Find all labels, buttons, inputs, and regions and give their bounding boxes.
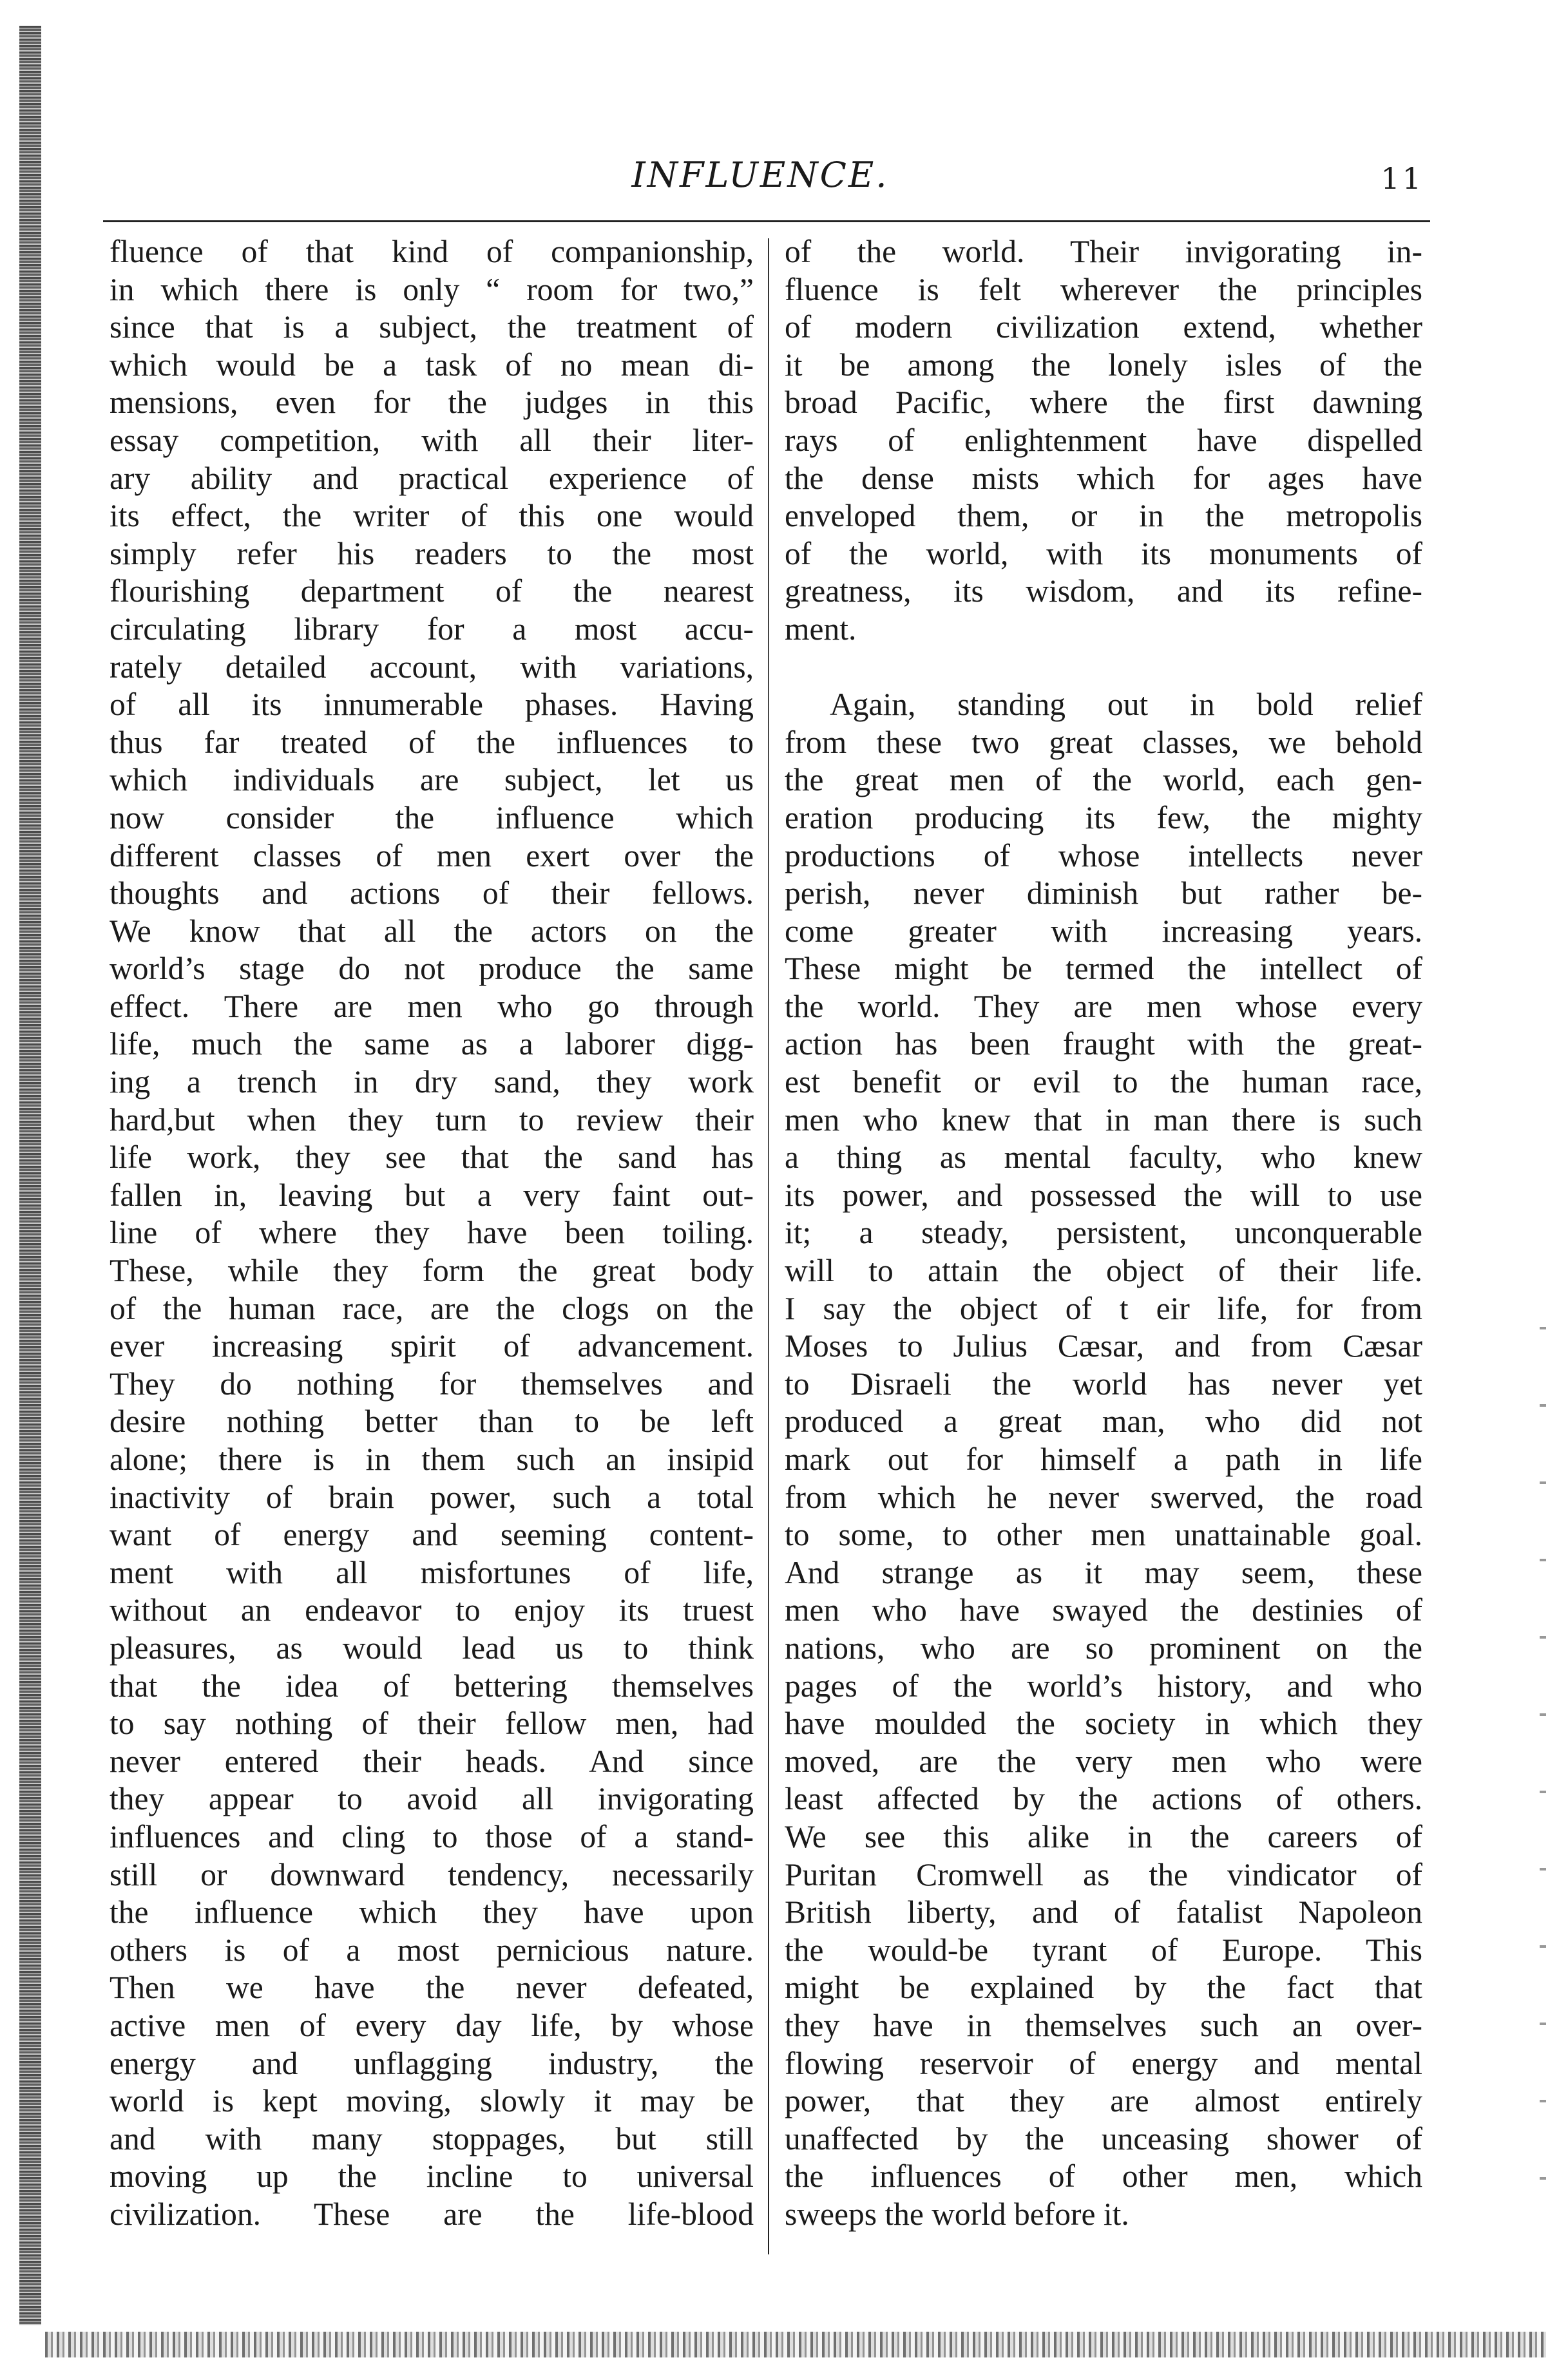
text-line: ary ability and practical experience of bbox=[110, 460, 754, 496]
text-line: civilization. These are the life-blood bbox=[110, 2196, 754, 2232]
right-text-column bbox=[785, 233, 1422, 2233]
column-divider bbox=[768, 238, 769, 2254]
text-line: have moulded the society in which they bbox=[785, 1706, 1422, 1742]
text-line: We know that all the actors on the bbox=[110, 913, 754, 949]
text-line: the influence which they have upon bbox=[110, 1894, 754, 1930]
text-line: unaffected by the unceasing shower of bbox=[785, 2120, 1422, 2156]
text-line: flowing reservoir of energy and mental bbox=[785, 2045, 1422, 2081]
text-line: moving up the incline to universal bbox=[110, 2158, 754, 2194]
text-line: eration producing its few, the mighty bbox=[785, 799, 1422, 835]
text-line: still or downward tendency, necessarily bbox=[110, 1856, 754, 1892]
text-line: line of where they have been toiling. bbox=[110, 1215, 754, 1251]
text-line: thus far treated of the influences to bbox=[110, 724, 754, 760]
text-line: Again, standing out in bold relief bbox=[830, 687, 1422, 723]
text-line: it; a steady, persistent, unconquerable bbox=[785, 1215, 1422, 1251]
text-line: hard,but when they turn to review their bbox=[110, 1101, 754, 1138]
header-rule bbox=[103, 220, 1430, 222]
text-line: will to attain the object of their life. bbox=[785, 1253, 1422, 1289]
text-line: est benefit or evil to the human race, bbox=[785, 1064, 1422, 1100]
text-line: the great men of the world, each gen- bbox=[785, 762, 1422, 798]
text-line: world’s stage do not produce the same bbox=[110, 951, 754, 987]
text-line: of the human race, are the clogs on the bbox=[110, 1290, 754, 1326]
text-line: want of energy and seeming content- bbox=[110, 1517, 754, 1553]
text-line: action has been fraught with the great- bbox=[785, 1026, 1422, 1062]
left-text-column bbox=[110, 233, 754, 2233]
text-line: ment. bbox=[785, 611, 857, 647]
text-line: We see this alike in the careers of bbox=[785, 1818, 1422, 1854]
text-line: without an endeavor to enjoy its truest bbox=[110, 1592, 754, 1628]
text-line: different classes of men exert over the bbox=[110, 837, 754, 873]
text-line: to say nothing of their fellow men, had bbox=[110, 1706, 754, 1742]
text-line: energy and unflagging industry, the bbox=[110, 2045, 754, 2081]
text-line: rays of enlightenment have dispelled bbox=[785, 422, 1422, 458]
text-line: least affected by the actions of others. bbox=[785, 1781, 1422, 1817]
text-line: pleasures, as would lead us to think bbox=[110, 1630, 754, 1666]
text-line: to Disraeli the world has never yet bbox=[785, 1366, 1422, 1402]
text-line: now consider the influence which bbox=[110, 799, 754, 835]
text-line: broad Pacific, where the first dawning bbox=[785, 385, 1422, 421]
text-line: Moses to Julius Cæsar, and from Cæsar bbox=[785, 1328, 1422, 1364]
text-line: life, much the same as a laborer digg- bbox=[110, 1026, 754, 1062]
text-line: in which there is only “ room for two,” bbox=[110, 271, 754, 307]
text-line: moved, are the very men who were bbox=[785, 1743, 1422, 1779]
text-line: thoughts and actions of their fellows. bbox=[110, 875, 754, 911]
text-line: enveloped them, or in the metropolis bbox=[785, 498, 1422, 534]
text-line: simply refer his readers to the most bbox=[110, 535, 754, 571]
text-line: come greater with increasing years. bbox=[785, 913, 1422, 949]
text-line: inactivity of brain power, such a total bbox=[110, 1479, 754, 1515]
text-line: the dense mists which for ages have bbox=[785, 460, 1422, 496]
text-line: I say the object of t eir life, for from bbox=[785, 1290, 1422, 1326]
text-line: life work, they see that the sand has bbox=[110, 1139, 754, 1176]
text-line: which would be a task of no mean di- bbox=[110, 347, 754, 383]
scan-specks bbox=[1540, 1288, 1546, 2190]
text-line: since that is a subject, the treatment of bbox=[110, 309, 754, 345]
binding-edge bbox=[19, 26, 41, 2325]
text-line: produced a great man, who did not bbox=[785, 1404, 1422, 1440]
text-line: the would-be tyrant of Europe. This bbox=[785, 1932, 1422, 1968]
text-line: might be explained by the fact that bbox=[785, 1970, 1422, 2006]
text-line: And strange as it may seem, these bbox=[785, 1554, 1422, 1590]
text-line: productions of whose intellects never bbox=[785, 837, 1422, 873]
text-line: of all its innumerable phases. Having bbox=[110, 687, 754, 723]
text-line: ever increasing spirit of advancement. bbox=[110, 1328, 754, 1364]
text-line: mark out for himself a path in life bbox=[785, 1442, 1422, 1477]
text-line: which individuals are subject, let us bbox=[110, 762, 754, 798]
text-line: never entered their heads. And since bbox=[110, 1743, 754, 1779]
text-line: They do nothing for themselves and bbox=[110, 1366, 754, 1402]
text-line: circulating library for a most accu- bbox=[110, 611, 754, 647]
text-line: they appear to avoid all invigorating bbox=[110, 1781, 754, 1817]
text-line: pages of the world’s history, and who bbox=[785, 1668, 1422, 1704]
text-line: and with many stoppages, but still bbox=[110, 2120, 754, 2156]
text-line: the influences of other men, which bbox=[785, 2158, 1422, 2194]
text-line: mensions, even for the judges in this bbox=[110, 385, 754, 421]
text-line: ing a trench in dry sand, they work bbox=[110, 1064, 754, 1100]
text-line: of modern civilization extend, whether bbox=[785, 309, 1422, 345]
text-line: Puritan Cromwell as the vindicator of bbox=[785, 1856, 1422, 1892]
text-line: of the world, with its monuments of bbox=[785, 535, 1422, 571]
text-line: to some, to other men unattainable goal. bbox=[785, 1517, 1422, 1553]
text-line: Then we have the never defeated, bbox=[110, 1970, 754, 2006]
text-line: they have in themselves such an over- bbox=[785, 2007, 1422, 2043]
text-line: fluence is felt wherever the principles bbox=[785, 271, 1422, 307]
text-line: power, that they are almost entirely bbox=[785, 2083, 1422, 2119]
text-line: These might be termed the intellect of bbox=[785, 951, 1422, 987]
text-line: effect. There are men who go through bbox=[110, 988, 754, 1024]
text-line: desire nothing better than to be left bbox=[110, 1404, 754, 1440]
text-line: the world. They are men whose every bbox=[785, 988, 1422, 1024]
bottom-scan-edge bbox=[45, 2332, 1546, 2357]
text-line: from which he never swerved, the road bbox=[785, 1479, 1422, 1515]
text-line: sweeps the world before it. bbox=[785, 2196, 1129, 2232]
text-line: nations, who are so prominent on the bbox=[785, 1630, 1422, 1666]
text-line: its effect, the writer of this one would bbox=[110, 498, 754, 534]
text-line: greatness, its wisdom, and its refine- bbox=[785, 573, 1422, 609]
text-line: it be among the lonely isles of the bbox=[785, 347, 1422, 383]
text-line: British liberty, and of fatalist Napoleon bbox=[785, 1894, 1422, 1930]
text-line: essay competition, with all their liter- bbox=[110, 422, 754, 458]
text-line: a thing as mental faculty, who knew bbox=[785, 1139, 1422, 1176]
text-line: its power, and possessed the will to use bbox=[785, 1177, 1422, 1213]
text-line: ment with all misfortunes of life, bbox=[110, 1554, 754, 1590]
text-line: fallen in, leaving but a very faint out- bbox=[110, 1177, 754, 1213]
text-line: rately detailed account, with variations, bbox=[110, 649, 754, 685]
text-line: influences and cling to those of a stand- bbox=[110, 1818, 754, 1854]
text-line: world is kept moving, slowly it may be bbox=[110, 2083, 754, 2119]
text-line: active men of every day life, by whose bbox=[110, 2007, 754, 2043]
text-line: perish, never diminish but rather be- bbox=[785, 875, 1422, 911]
text-line: of the world. Their invigorating in- bbox=[785, 234, 1422, 269]
text-line: others is of a most pernicious nature. bbox=[110, 1932, 754, 1968]
page-number: 11 bbox=[1381, 161, 1424, 196]
text-line: men who have swayed the destinies of bbox=[785, 1592, 1422, 1628]
text-line: These, while they form the great body bbox=[110, 1253, 754, 1289]
text-line: fluence of that kind of companionship, bbox=[110, 234, 754, 269]
text-line: that the idea of bettering themselves bbox=[110, 1668, 754, 1704]
text-line: alone; there is in them such an insipid bbox=[110, 1442, 754, 1477]
text-line: men who knew that in man there is such bbox=[785, 1101, 1422, 1138]
text-line: flourishing department of the nearest bbox=[110, 573, 754, 609]
running-head-title: INFLUENCE. bbox=[631, 155, 889, 195]
text-line: from these two great classes, we behold bbox=[785, 724, 1422, 760]
paragraph-gap bbox=[785, 649, 1422, 687]
